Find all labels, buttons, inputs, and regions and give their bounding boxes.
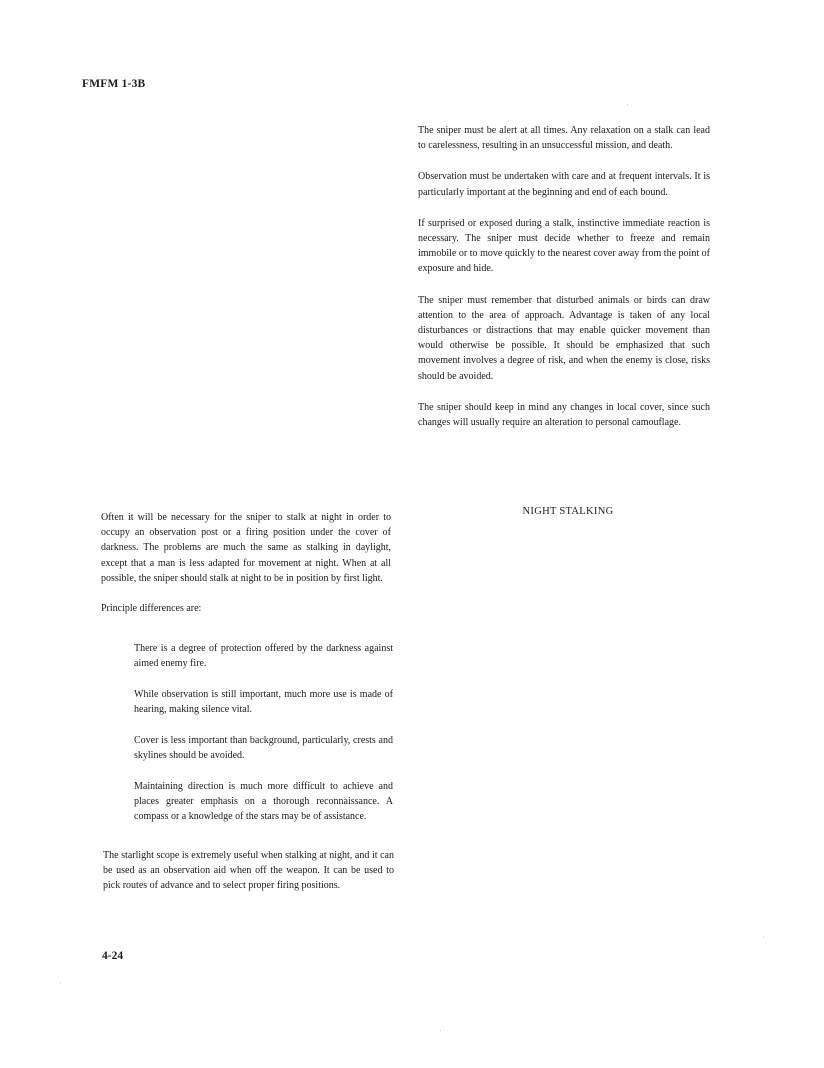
scan-speck [60,982,61,983]
paragraph: The sniper should keep in mind any changes in local cover, since such changes will usually require an alteration to personal camouflage. [418,401,710,429]
paragraph: If surprised or exposed during a stalk, instinctive immediate reaction is necessary. The sniper must decide whether to freeze and remain immobile or to move quickly to the nearest cover away from the point of exposure and hide. [418,217,710,275]
differences-list [134,641,393,840]
differences-label: Principle differences are: [101,603,202,615]
closing-paragraph: The starlight scope is extremely useful when stalking at night, and it can be used as an observation aid when off the weapon. It can be used to pick routes of advance and to select proper firing positions. [103,850,394,892]
list-item: Cover is less important than background, particularly, crests and skylines should be avoided. [134,734,393,762]
page-number: 4-24 [102,950,124,962]
section-heading: NIGHT STALKING [522,506,614,517]
paragraph: Observation must be undertaken with care and at frequent intervals. It is particularly important at the beginning and end of each bound. [418,171,710,198]
list-item: Maintaining direction is much more difficult to achieve and places greater emphasis on a thorough reconnaissance. A compass or a knowledge of the stars may be of assistance. [134,780,393,823]
scan-speck [627,104,628,105]
paragraph: The sniper must remember that disturbed animals or birds can draw attention to the area of approach. Advantage is taken of any local disturbances or distractions that may enable quicker movement than would otherwise be possible. It should be emphasized that such movement involves a degree of risk, and when the enemy is close, risks should be avoided. [418,294,710,382]
list-item: There is a degree of protection offered by the darkness against aimed enemy fire. [134,643,393,670]
scan-speck [440,1030,441,1031]
paragraph: The sniper must be alert at all times. Any relaxation on a stalk can lead to carelessness, resulting in an unsuccessful mission, and death. [418,125,710,152]
scan-speck [763,937,764,938]
left-column-intro [101,510,391,631]
right-column [418,123,710,446]
document-header: FMFM 1-3B [82,78,146,90]
list-item: While observation is still important, much more use is made of hearing, making silence vital. [134,688,393,716]
left-column-closing [103,848,394,894]
intro-paragraph: Often it will be necessary for the sniper to stalk at night in order to occupy an observation post or a firing position under the cover of darkness. The problems are much the same as stalking in daylight, except that a man is less adapted for movement at night. When at all possible, the sniper should stalk at night to be in position by first light. [101,512,391,584]
